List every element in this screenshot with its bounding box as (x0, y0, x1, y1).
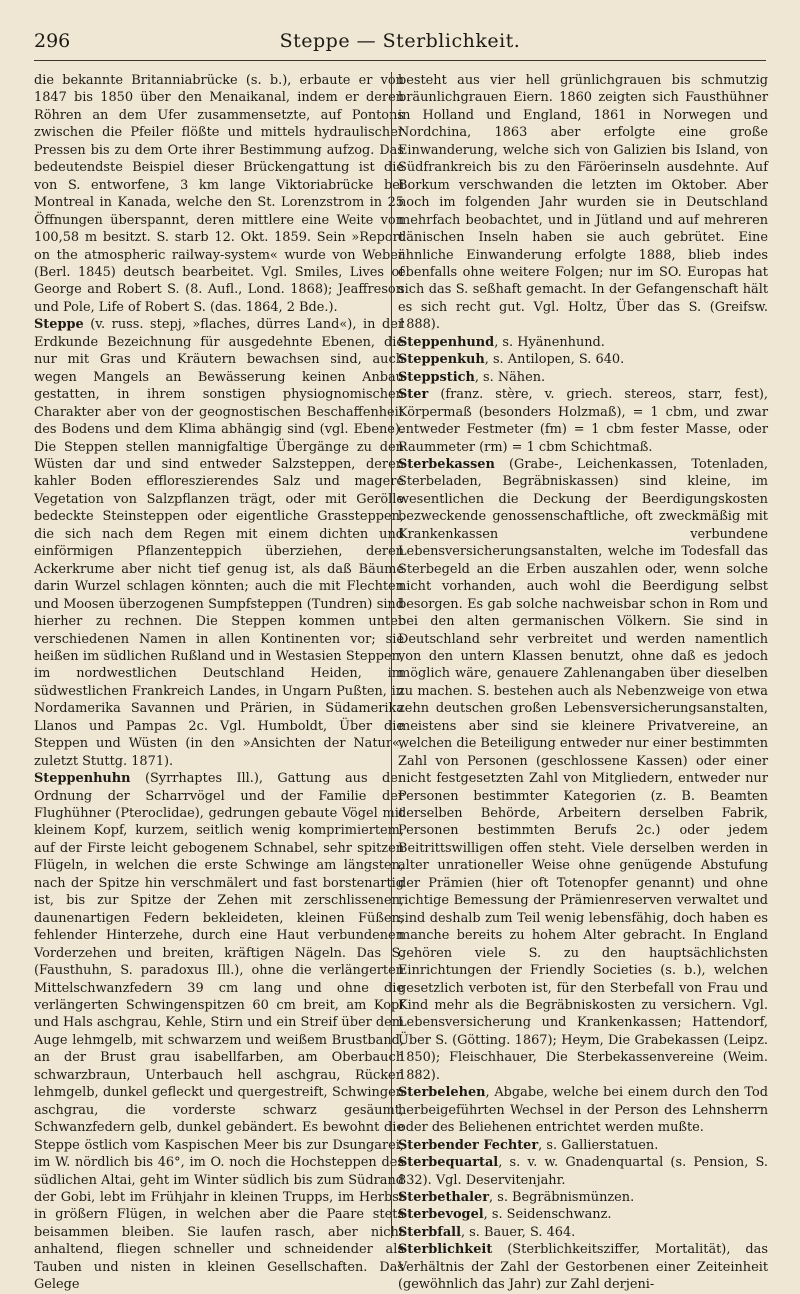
entry-headword: Sterbethaler (398, 1190, 490, 1205)
entry-text: , s. v. w. Gnadenquartal (s. Pension, S. 832). Vgl. Deservitenjahr. (398, 1155, 768, 1188)
dictionary-entry (398, 72, 768, 334)
page-header (34, 30, 766, 58)
entry-headword: Sterblichkeit (398, 1242, 493, 1258)
entry-text: , s. Antilopen, S. 640. (484, 352, 625, 368)
entry-text: (Sterblichkeitsziffer, Mortalität), das Verhältnis der Zahl der Gestorbenen einer Zeiteinheit (gewöhnlich das Jahr) zur Zahl derjeni- (398, 1242, 768, 1293)
entry-text: (franz. stère, v. griech. stereos, starr, fest), Körpermaß (besonders Holzmaß), = 1 cbm, und zwar entweder Festmeter (fm) = 1 cbm fester Masse, oder Raummeter (rm) = 1 cbm Schichtmaß. (398, 387, 768, 455)
dictionary-entry (398, 386, 768, 456)
entry-headword: Steppenhund (398, 334, 495, 350)
dictionary-entry (398, 1224, 768, 1241)
entry-headword: Sterbequartal (398, 1155, 499, 1171)
entry-text: , Abgabe, welche bei einem durch den Tod herbeigeführten Wechsel in der Person des Lehnsherrn oder des Beliehenen entrichtet werden mußte. (398, 1085, 768, 1136)
entry-headword: Sterbekassen (398, 456, 495, 472)
entry-text: , s. Nähen. (474, 369, 546, 385)
entry-headword: Steppenkuh (398, 352, 485, 368)
column-divider (391, 72, 392, 1238)
entry-text: (Grabe-, Leichenkassen, Totenladen, Sterbeladen, Begräbniskassen) sind kleine, im wesentlichen die Deckung der Beerdigungskosten bezweckende genossenschaftliche, oft zweckmäßig mit Krankenkassen verbundene Lebensversicherungsanstalten, welche im Todesfall das Sterbegeld an die Erben auszahlen oder, wenn solche nicht vorhanden, auch wohl die Beerdigung selbst besorgen. Es gab solche nachweisbar schon in Rom und bei den alten germanischen Völkern. Sie sind in Deutschland sehr verbreitet und werden namentlich von den untern Klassen benutzt, ohne daß es jedoch möglich wäre, genauere Zahlenangaben über dieselben zu machen. S. bestehen auch als Nebenzweige von etwa zehn deutschen großen Lebensversicherungsanstalten, meistens aber sind sie kleinere Privatvereine, an welchen die Beteiligung entweder nur einer bestimmten Zahl von Personen (geschlossene Kassen) oder einer nicht festgesetzten Zahl von Mitgliedern, entweder nur Personen bestimmter Kategorien (z. B. Beamten derselben Behörde, Arbeitern derselben Fabrik, Personen bestimmten Berufs 2c.) oder jedem Beitrittswilligen offen steht. Viele derselben werden in alter unrationeller Weise ohne genügende Abstufung der Prämien (hier oft Totenopfer genannt) und ohne richtige Bemessung der Prämienreserven verwaltet und sind deshalb zum Teil wenig lebensfähig, doch haben es manche bereits zu hohem Alter gebracht. In England gehören viele S. zu den hauptsächlichsten Einrichtungen der Friendly Societies (s. b.), welchen gesetzlich verboten ist, für den Sterbefall von Frau und Kind mehr als die Begräbniskosten zu versichern. Vgl. Lebensversicherung und Krankenkassen; Hattendorf, Über S. (Götting. 1867); Heym, Die Grabekassen (Leipz. 1850); Fleischhauer, Die Sterbekassenvereine (Weim. 1882). (398, 456, 768, 1083)
dictionary-entry (398, 456, 768, 1084)
entry-text: , s. Seidenschwanz. (483, 1207, 612, 1223)
entry-text: besteht aus vier hell grünlichgrauen bis schmutzig bräunlichgrauen Eiern. 1860 zeigten sich Fausthühner in Holland und England, 1861 in Norwegen und Nordchina, 1863 aber erfolgte eine große Einwanderung, welche sich von Galizien bis Island, von Südfrankreich bis zu den Färöerinseln ausdehnte. Auf Borkum verschwanden die letzten im Oktober. Aber noch im folgenden Jahr wurden sie in Deutschland mehrfach beobachtet, und in Jütland und auf mehreren dänischen Inseln haben sie auch gebrütet. Eine ähnliche Einwanderung erfolgte 1888, blieb indes ebenfalls ohne weitere Folgen; nur im SO. Europas hat sich das S. seßhaft gemacht. In der Gefangenschaft hält es sich recht gut. Vgl. Holtz, Über das S. (Greifsw. 1888). (398, 73, 768, 333)
dictionary-entry (398, 1241, 768, 1293)
header-rule (34, 60, 766, 61)
dictionary-entry (398, 1084, 768, 1136)
dictionary-entry (398, 351, 768, 368)
entry-text: , s. Begräbnismünzen. (489, 1190, 635, 1205)
dictionary-entry (398, 1206, 768, 1223)
dictionary-entry (34, 770, 404, 1294)
entry-text: (v. russ. stepj, »flaches, dürres Land«), in der Erdkunde Bezeichnung für ausgedehnte Ebenen, die nur mit Gras und Kräutern bewachsen sind, auch wegen Mangels an Bewässerung keinen Anbau gestatten, in ihrem sonstigen physiognomischen Charakter aber von der geognostischen Beschaffenheit des Bodens und dem Klima abhängig sind (vgl. Ebene). Die Steppen stellen mannigfaltige Übergänge zu den Wüsten dar und sind entweder Salzsteppen, deren kahler Boden effloreszierendes Salz und magere Vegetation von Salzpflanzen trägt, oder mit Gerölle bedeckte Steinsteppen oder eigentliche Grassteppen, die sich nach dem Regen mit einem dichten und einförmigen Pflanzenteppich überziehen, deren Ackerkrume aber nicht tief genug ist, als daß Bäume darin Wurzel schlagen könnten; auch die mit Flechten und Moosen überzogenen Sumpfsteppen (Tundren) sind hierher zu rechnen. Die Steppen kommen unter verschiedenen Namen in allen Kontinenten vor; sie heißen im südlichen Rußland und in Westasien Steppen, im nordwestlichen Deutschland Heiden, im südwestlichen Frankreich Landes, in Ungarn Pußten, in Nordamerika Savannen und Prärien, in Südamerika Llanos und Pampas 2c. Vgl. Humboldt, Über die Steppen und Wüsten (in den »Ansichten der Natur«, zuletzt Stuttg. 1871). (34, 317, 404, 769)
running-title: Steppe — Sterblichkeit. (279, 30, 521, 52)
entry-text: (Syrrhaptes Ill.), Gattung aus der Ordnung der Scharrvögel und der Familie der Flughühner (Pteroclidae), gedrungen gebaute Vögel mit kleinem Kopf, kurzem, seitlich wenig komprimiertem, auf der Firste leicht gebogenem Schnabel, sehr spitzen Flügeln, in welchen die erste Schwinge am längsten, nach der Spitze hin verschmälert und fast borstenartig ist, bis zur Spitze der Zehen mit zerschlissenen, daunenartigen Federn bekleideten, kleinen Füßen, fehlender Hinterzehe, durch eine Haut verbundenen Vorderzehen und breiten, kräftigen Nägeln. Das S. (Fausthuhn, S. paradoxus Ill.), ohne die verlängerten Mittelschwanzfedern 39 cm lang und ohne die verlängerten Schwingenspitzen 60 cm breit, am Kopf und Hals aschgrau, Kehle, Stirn und ein Streif über dem Auge lehmgelb, mit schwarzem und weißem Brustband, an der Brust grau isabellfarben, am Oberbauch schwarzbraun, Unterbauch hell aschgrau, Rücken lehmgelb, dunkel gefleckt und quergestreift, Schwingen aschgrau, die vorderste schwarz gesäumt, Schwanzfedern gelb, dunkel gebändert. Es bewohnt die Steppe östlich vom Kaspischen Meer bis zur Dsungarei, im W. nördlich bis 46°, im O. noch die Hochsteppen des südlichen Altai, geht im Winter südlich bis zum Südrand der Gobi, lebt im Frühjahr in kleinen Trupps, im Herbst in größern Flügen, in welchen aber die Paare stets beisammen bleiben. Sie laufen rasch, aber nicht anhaltend, fliegen schneller und schneidender als Tauben und nisten in kleinen Gesellschaften. Das Gelege (34, 771, 404, 1293)
dictionary-entry (398, 1154, 768, 1189)
dictionary-entry (398, 334, 768, 351)
entry-text: , s. Bauer, S. 464. (460, 1224, 576, 1240)
entry-text: , s. Gallierstatuen. (538, 1137, 659, 1153)
entry-headword: Sterbevogel (398, 1207, 484, 1223)
entry-headword: Sterbelehen (398, 1085, 486, 1101)
dictionary-entry (398, 1137, 768, 1154)
left-column (34, 72, 404, 1293)
dictionary-entry (34, 72, 404, 316)
entry-headword: Steppstich (398, 369, 475, 385)
entry-text: , s. Hyänenhund. (494, 334, 605, 350)
entry-headword: Sterbfall (398, 1224, 461, 1240)
dictionary-entry (398, 369, 768, 386)
entry-headword: Sterbender Fechter (398, 1137, 539, 1153)
entry-headword: Steppe (34, 317, 84, 333)
dictionary-entry (398, 1189, 768, 1206)
right-column (398, 72, 768, 1293)
page-number: 296 (34, 30, 71, 52)
entry-text: die bekannte Britanniabrücke (s. b.), erbaute er von 1847 bis 1850 über den Menaikanal, indem er deren Röhren an dem Ufer zusammensetzte, auf Pontons zwischen die Pfeiler flößte und mittels hydraulischer Pressen bis zu dem Orte ihrer Bestimmung aufzog. Das bedeutendste Beispiel dieser Brückengattung ist die von S. entworfene, 3 km lange Viktoriabrücke bei Montreal in Kanada, welche den St. Lorenzstrom in 25 Öffnungen überspannt, deren mittlere eine Weite von 100,58 m besitzt. S. starb 12. Okt. 1859. Sein »Report on the atmospheric railway-system« wurde von Weber (Berl. 1845) deutsch bearbeitet. Vgl. Smiles, Lives of George and Robert S. (8. Aufl., Lond. 1868); Jeaffreson und Pole, Life of Robert S. (das. 1864, 2 Bde.). (34, 73, 404, 315)
dictionary-entry (34, 316, 404, 770)
entry-headword: Steppenhuhn (34, 771, 131, 787)
entry-headword: Ster (398, 387, 429, 403)
